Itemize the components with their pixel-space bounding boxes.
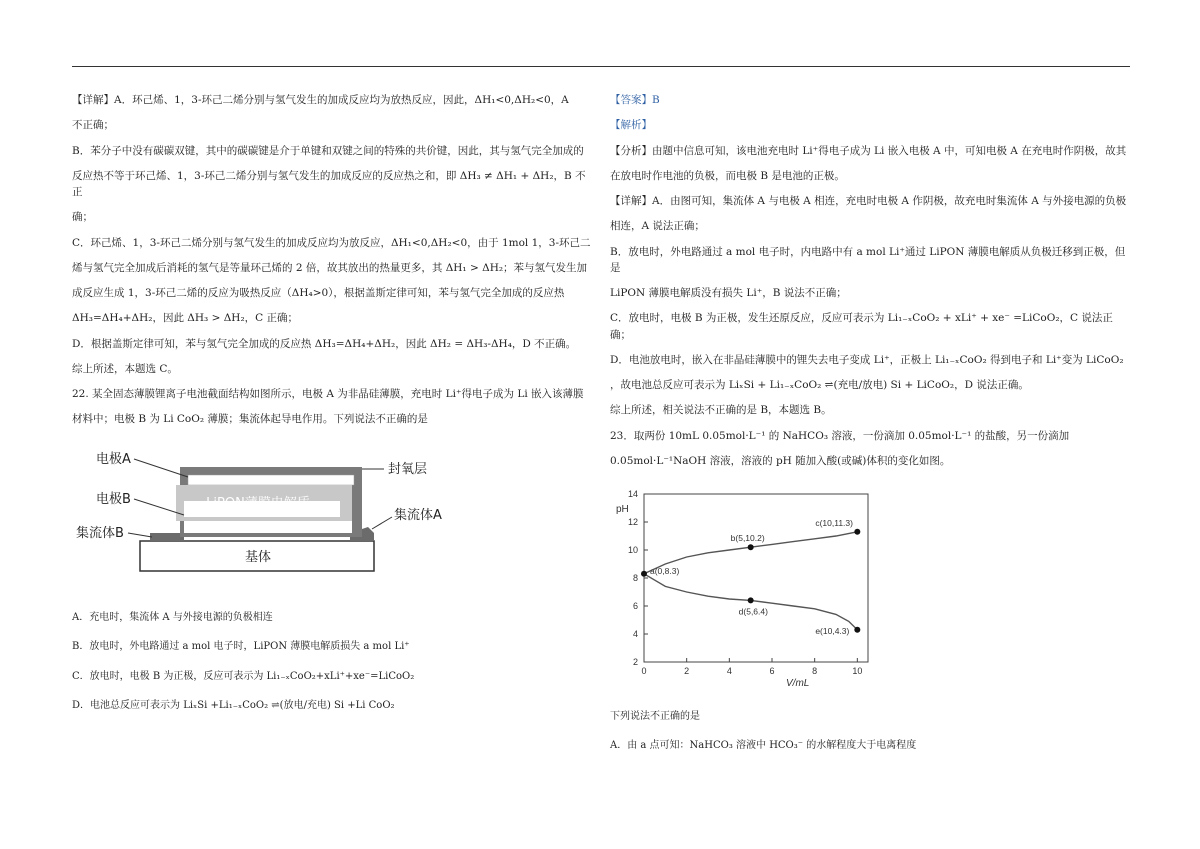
paragraph-right-b — [610, 244, 1130, 302]
point-label: c(10,11.3) — [815, 518, 853, 529]
battery-cross-section-diagram — [72, 449, 452, 579]
y-tick-label: 2 — [632, 657, 638, 668]
data-point — [748, 544, 754, 550]
text-line: ΔH₃=ΔH₄+ΔH₂，因此 ΔH₃ > ΔH₂，C 正确； — [72, 312, 299, 325]
collector-b-label: 集流体B — [76, 525, 124, 541]
question-23-option-a: A．由 a 点可知：NaHCO₃ 溶液中 HCO₃⁻ 的水解程度大于电离程度 — [610, 740, 917, 752]
y-tick-label: 4 — [632, 629, 638, 640]
left-column — [72, 92, 592, 728]
collector-b-layer — [150, 533, 184, 541]
text-line: 综上所述，相关说法不正确的是 B，本题选 B。 — [610, 404, 832, 417]
paragraph-right-c — [610, 310, 1130, 343]
point-label: a(0,8.3) — [650, 566, 680, 577]
y-tick-label: 12 — [627, 517, 638, 528]
text-line: B．苯分子中没有碳碳双键，其中的碳碳键是介于单键和双键之间的特殊的共价键，因此，其与氢气完全加成的 — [72, 144, 584, 157]
y-axis-label: pH — [616, 504, 629, 516]
header-rule — [72, 66, 1130, 67]
text-line: 不正确； — [72, 119, 114, 132]
paragraph-analysis — [610, 143, 1130, 185]
option-b: B．放电时，外电路通过 a mol 电子时，LiPON 薄膜电解质损失 a mol Li⁺ — [72, 641, 410, 653]
electrode-a-layer — [188, 475, 354, 485]
text-line: 22. 某全固态薄膜锂离子电池截面结构如图所示，电极 A 为非晶硅薄膜，充电时 Li⁺得电子成为 Li 嵌入该薄膜 — [72, 388, 584, 401]
option-a: A．充电时，集流体 A 与外接电源的负极相连 — [72, 611, 273, 623]
paragraph-detail-c — [72, 235, 592, 327]
lipon-label: LiPON薄膜电解质 — [206, 495, 310, 511]
y-tick-label: 14 — [627, 489, 638, 500]
answer-block — [610, 92, 1130, 134]
x-tick-label: 4 — [726, 666, 732, 677]
text-line: B．放电时，外电路通过 a mol 电子时，内电路中有 a mol Li⁺通过 LiPON 薄膜电解质从负极迁移到正极，但是 — [610, 245, 1126, 274]
electrode-b-base — [184, 521, 352, 533]
text-line: C．放电时，电极 B 为正极，发生还原反应，反应可表示为 Li₁₋ₓCoO₂ + xLi⁺ + xe⁻ =LiCoO₂，C 说法正确； — [610, 312, 1113, 341]
text-line: 【详解】A．环己烯、1，3-环己二烯分别与氢气发生的加成反应均为放热反应，因此，ΔH₁<0,ΔH₂<0，A — [72, 94, 569, 106]
leader-collector-a — [372, 517, 392, 529]
question-22-stem — [72, 386, 592, 428]
text-line: 【详解】A．由图可知，集流体 A 与电极 A 相连，充电时电极 A 作阴极，故充电时集流体 A 与外接电源的负极 — [610, 195, 1127, 208]
text-line: D．根据盖斯定律可知，苯与氢气完全加成的反应热 ΔH₃=ΔH₄+ΔH₂，因此 ΔH₂ = ΔH₃-ΔH₄，D 不正确。 — [72, 337, 577, 350]
x-tick-label: 8 — [812, 666, 818, 677]
text-line: 【分析】由题中信息可知，该电池充电时 Li⁺得电子成为 Li 嵌入电极 A 中，可知电极 A 在充电时作阴极，故其 — [610, 144, 1127, 157]
text-line: 烯与氢气完全加成后消耗的氢气是等量环己烯的 2 倍，故其放出的热量更多，其 ΔH₁ > ΔH₂；苯与氢气发生加 — [72, 261, 588, 274]
question-23-stem — [610, 428, 1130, 470]
paragraph-detail-a — [72, 92, 592, 134]
question-23-prompt: 下列说法不正确的是 — [610, 710, 700, 722]
text-line: D．电池放电时，嵌入在非晶硅薄膜中的锂失去电子变成 Li⁺，正极上 Li₁₋ₓCoO₂ 得到电子和 Li⁺变为 LiCoO₂ — [610, 353, 1124, 366]
text-line: 相连，A 说法正确； — [610, 220, 705, 233]
ph-titration-chart — [610, 484, 900, 689]
paragraph-detail-b — [72, 143, 592, 226]
x-tick-label: 2 — [684, 666, 690, 677]
text-line: 23．取两份 10mL 0.05mol·L⁻¹ 的 NaHCO₃ 溶液，一份滴加 0.05mol·L⁻¹ 的盐酸，另一份滴加 — [610, 429, 1070, 442]
text-line: 确； — [72, 211, 93, 224]
answer-label: 【答案】B — [610, 94, 660, 106]
leader-collector-b — [128, 533, 152, 537]
option-d: D．电池总反应可表示为 LiₓSi +Li₁₋ₓCoO₂ ⇌(放电/充电) Si +Li CoO₂ — [72, 700, 395, 712]
paragraph-right-d — [610, 352, 1130, 419]
data-point — [854, 627, 860, 633]
data-point — [854, 529, 860, 535]
x-tick-label: 10 — [852, 666, 863, 677]
right-column — [610, 92, 1130, 768]
paragraph-detail-d — [72, 336, 592, 378]
text-line: 材料中；电极 B 为 Li CoO₂ 薄膜；集流体起导电作用。下列说法不正确的是 — [72, 413, 428, 426]
substrate-label: 基体 — [244, 549, 272, 565]
paragraph-right-a — [610, 193, 1130, 235]
text-line: 在放电时作电池的负极，而电极 B 是电池的正极。 — [610, 169, 845, 182]
y-tick-label: 10 — [627, 545, 638, 556]
option-c: C．放电时，电极 B 为正极，反应可表示为 Li₁₋ₓCoO₂+xLi⁺+xe⁻=LiCoO₂ — [72, 670, 415, 682]
electrode-b-label: 电极B — [96, 491, 131, 507]
y-tick-label: 8 — [632, 573, 638, 584]
data-point — [641, 571, 647, 577]
text-line: ，故电池总反应可表示为 LiₓSi + Li₁₋ₓCoO₂ ⇌(充电/放电) Si + LiCoO₂，D 说法正确。 — [610, 379, 1029, 392]
leader-electrode-a — [134, 459, 188, 477]
text-line: 成反应生成 1，3-环己二烯的反应为吸热反应（ΔH₄>0），根据盖斯定律可知，苯与氢气完全加成的反应热 — [72, 287, 565, 300]
data-point — [748, 598, 754, 604]
text-line: C．环己烯、1，3-环己二烯分别与氢气发生的加成反应均为放反应，ΔH₁<0,ΔH₂<0，由于 1mol 1，3-环己二 — [72, 236, 591, 249]
text-line: LiPON 薄膜电解质没有损失 Li⁺，B 说法不正确； — [610, 287, 847, 300]
x-axis-label: V/mL — [786, 678, 810, 690]
analysis-tag: 【解析】 — [610, 119, 652, 132]
point-label: e(10,4.3) — [815, 626, 850, 637]
text-line: 0.05mol·L⁻¹NaOH 溶液，溶液的 pH 随加入酸(或碱)体积的变化如图。 — [610, 454, 951, 467]
point-label: d(5,6.4) — [738, 606, 768, 617]
y-tick-label: 6 — [632, 601, 638, 612]
text-line: 综上所述，本题选 C。 — [72, 362, 178, 375]
point-label: b(5,10.2) — [730, 533, 765, 544]
x-tick-label: 6 — [769, 666, 775, 677]
electrode-a-label: 电极A — [96, 451, 131, 467]
text-line: 反应热不等于环己烯、1，3-环己二烯分别与氢气发生的加成反应的反应热之和，即 ΔH₃ ≠ ΔH₁ + ΔH₂，B 不正 — [72, 169, 586, 199]
x-tick-label: 0 — [641, 666, 647, 677]
collector-a-label: 集流体A — [394, 507, 442, 523]
seal-label: 封氧层 — [388, 461, 428, 477]
